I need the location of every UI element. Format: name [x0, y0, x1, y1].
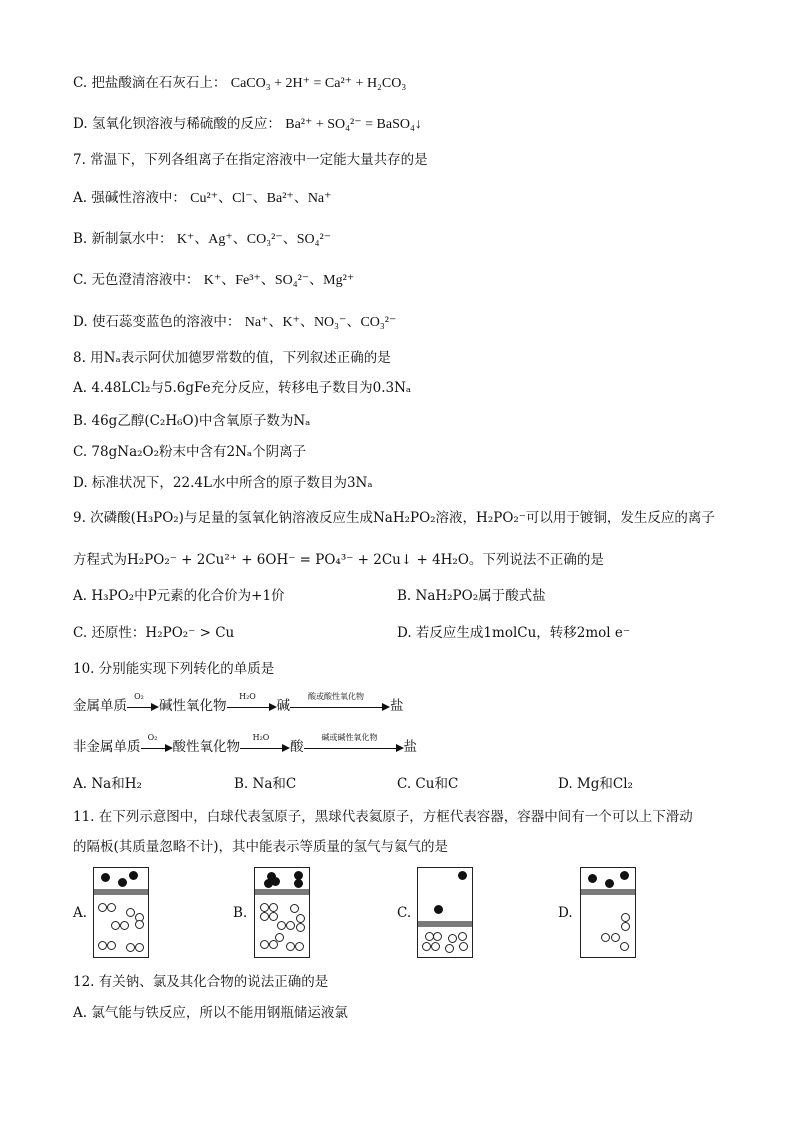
hydrogen-atom	[422, 942, 431, 951]
hydrogen-atom	[433, 932, 442, 941]
hydrogen-atom	[448, 934, 457, 943]
hydrogen-atom	[135, 920, 144, 929]
hydrogen-atom	[260, 940, 269, 949]
q6-option-d	[73, 115, 422, 134]
partition	[418, 921, 472, 927]
fig-a-label: A.	[73, 905, 88, 921]
arrow-icon: O₂	[127, 700, 159, 714]
hydrogen-atom	[431, 942, 440, 951]
container-c	[417, 867, 473, 958]
hydrogen-atom	[269, 912, 278, 921]
q6-c-text: 把盐酸滴在石灰石上：	[91, 75, 227, 91]
hydrogen-atom	[260, 912, 269, 921]
q8-option-b: B. 46g乙醇(C₂H₆O)中含氧原子数为Nₐ	[73, 413, 311, 429]
hydrogen-atom	[459, 942, 468, 951]
q8-option-c: C. 78gNa₂O₂粉末中含有2Nₐ个阴离子	[73, 444, 307, 460]
helium-atom	[129, 871, 138, 880]
q6-d-equation: Ba²⁺ + SO₄²⁻ = BaSO₄↓	[285, 117, 422, 132]
q7-option-d: D. 使石蕊变蓝色的溶液中： Na⁺、K⁺、NO₃⁻、CO₃²⁻	[73, 314, 397, 330]
q12-option-a: A. 氯气能与铁反应，所以不能用钢瓶储运液氯	[73, 1005, 348, 1021]
hydrogen-atom	[277, 921, 286, 930]
hydrogen-atom	[296, 914, 305, 923]
partition	[255, 889, 309, 895]
hydrogen-atom	[296, 923, 305, 932]
q9-option-c: C. 还原性：H₂PO₂⁻ > Cu	[73, 625, 235, 641]
q8-option-a: A. 4.48LCl₂与5.6gFe充分反应，转移电子数目为0.3Nₐ	[73, 380, 412, 396]
helium-atom	[458, 871, 467, 880]
q10-stem: 10. 分别能实现下列转化的单质是	[73, 661, 275, 677]
helium-atom	[605, 879, 614, 888]
q10-chain-metal	[73, 691, 404, 715]
q9-stem-line2: 方程式为H₂PO₂⁻ + 2Cu²⁺ + 6OH⁻ = PO₄³⁻ + 2Cu↓ + 4H₂O。下列说法不正确的是	[73, 552, 604, 568]
container-d	[580, 867, 636, 958]
fig-c-label: C.	[397, 905, 412, 921]
q8-option-d: D. 标准状况下，22.4L水中所含的原子数目为3Nₐ	[73, 475, 373, 491]
hydrogen-atom	[120, 921, 129, 930]
hydrogen-atom	[620, 942, 629, 951]
q10-option-d: D. Mg和Cl₂	[558, 776, 633, 792]
helium-atom	[118, 878, 127, 887]
hydrogen-atom	[269, 903, 278, 912]
fig-d-label: D.	[558, 905, 573, 921]
container-b	[254, 867, 310, 958]
chain2-mid2: 酸	[290, 739, 304, 755]
chain1-mid1: 碱性氧化物	[159, 698, 227, 714]
arrow-icon: O₂	[141, 741, 173, 755]
q10-option-c: C. Cu和C	[397, 776, 459, 792]
helium-atom	[620, 871, 629, 880]
chain1-start: 金属单质	[73, 698, 127, 714]
q11-stem-line1: 11. 在下列示意图中，白球代表氢原子，黑球代表氦原子，方框代表容器，容器中间有一个可以上下滑动	[73, 809, 693, 825]
q7-stem: 7. 常温下，下列各组离子在指定溶液中一定能大量共存的是	[73, 152, 428, 168]
hydrogen-atom	[286, 921, 295, 930]
hydrogen-atom	[290, 904, 299, 913]
chain1-mid2: 碱	[276, 698, 290, 714]
chain2-mid1: 酸性氧化物	[172, 739, 240, 755]
q10-chain-nonmetal	[73, 732, 417, 756]
fig-b-label: B.	[233, 905, 248, 921]
arrow-icon: 酸或酸性氧化物	[290, 700, 390, 714]
helium-atom	[434, 905, 443, 914]
q7-option-c: C. 无色澄清溶液中： K⁺、Fe³⁺、SO₄²⁻、Mg²⁺	[73, 272, 355, 288]
q10-option-a: A. Na和H₂	[73, 776, 142, 792]
q6-c-label: C.	[73, 75, 88, 91]
chain2-start: 非金属单质	[73, 739, 141, 755]
q9-option-a: A. H₃PO₂中P元素的化合价为+1价	[73, 588, 285, 604]
q6-option-c	[73, 74, 406, 93]
q9-option-b: B. NaH₂PO₂属于酸式盐	[397, 588, 546, 604]
hydrogen-atom	[445, 944, 454, 953]
q9-option-d: D. 若反应生成1molCu，转移2mol e⁻	[397, 625, 631, 641]
hydrogen-atom	[107, 903, 116, 912]
q7-option-b: B. 新制氯水中： K⁺、Ag⁺、CO₃²⁻、SO₄²⁻	[73, 231, 332, 247]
container-a	[93, 867, 149, 958]
hydrogen-atom	[601, 933, 610, 942]
q10-option-b: B. Na和C	[234, 776, 297, 792]
helium-atom	[588, 874, 597, 883]
q9-stem-line1: 9. 次磷酸(H₃PO₂)与足量的氢氧化钠溶液反应生成NaH₂PO₂溶液，H₂PO₂⁻可以用于镀铜，发生反应的离子	[73, 510, 715, 526]
chain2-end: 盐	[403, 739, 417, 755]
hydrogen-atom	[611, 933, 620, 942]
partition	[581, 889, 635, 895]
hydrogen-atom	[135, 943, 144, 952]
helium-atom	[271, 877, 280, 886]
helium-atom	[101, 873, 110, 882]
hydrogen-atom	[458, 932, 467, 941]
hydrogen-atom	[286, 942, 295, 951]
hydrogen-atom	[98, 941, 107, 950]
q7-option-a: A. 强碱性溶液中： Cu²⁺、Cl⁻、Ba²⁺、Na⁺	[73, 190, 332, 206]
q6-c-equation: CaCO₃ + 2H⁺ = Ca²⁺ + H₂CO₃	[230, 76, 407, 91]
hydrogen-atom	[126, 908, 135, 917]
q11-stem-line2: 的隔板(其质量忽略不计)，其中能表示等质量的氢气与氦气的是	[73, 839, 449, 855]
arrow-icon: H₂O	[227, 700, 277, 714]
hydrogen-atom	[621, 913, 630, 922]
q6-d-text: 氢氧化钡溶液与稀硫酸的反应：	[91, 116, 281, 132]
q12-stem: 12. 有关钠、氯及其化合物的说法正确的是	[73, 974, 329, 990]
hydrogen-atom	[295, 942, 304, 951]
helium-atom	[294, 879, 303, 888]
chain1-end: 盐	[390, 698, 404, 714]
arrow-icon: H₂O	[240, 741, 290, 755]
arrow-icon: 碱或碱性氧化物	[304, 741, 404, 755]
hydrogen-atom	[260, 903, 269, 912]
hydrogen-atom	[107, 941, 116, 950]
q6-d-label: D.	[73, 116, 88, 132]
hydrogen-atom	[98, 903, 107, 912]
hydrogen-atom	[111, 921, 120, 930]
hydrogen-atom	[621, 922, 630, 931]
hydrogen-atom	[269, 940, 278, 949]
q8-stem: 8. 用Nₐ表示阿伏加德罗常数的值，下列叙述正确的是	[73, 350, 391, 366]
hydrogen-atom	[126, 943, 135, 952]
partition	[94, 889, 148, 895]
